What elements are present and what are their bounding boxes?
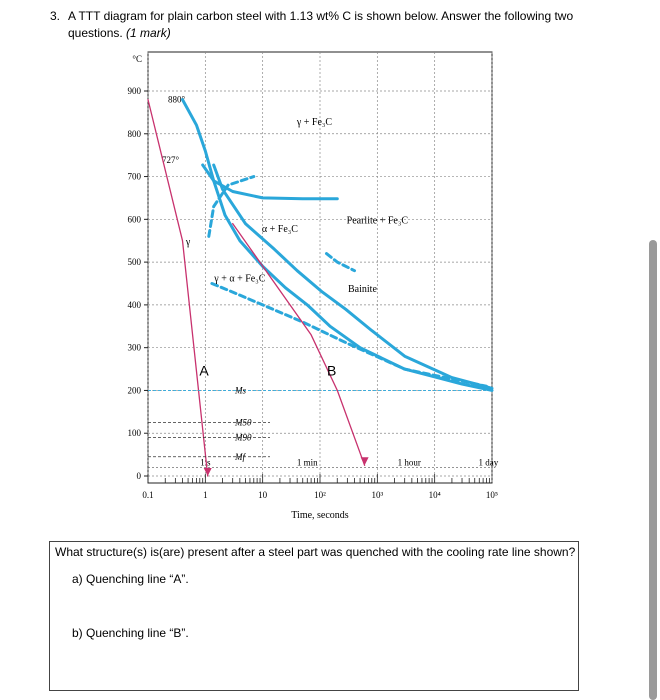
region-label: γ + Fe₃C xyxy=(296,117,333,129)
x-tick-label: 10² xyxy=(314,490,326,500)
question-line-1: A TTT diagram for plain carbon steel with 1.13 wt% C is shown below. Answer the following two xyxy=(68,9,574,23)
y-tick-label: 900 xyxy=(127,86,141,96)
question-marks: (1 mark) xyxy=(126,26,171,40)
answer-part-a: a) Quenching line “A”. xyxy=(72,572,189,586)
y-tick-label: 600 xyxy=(127,214,141,225)
answer-box xyxy=(49,541,579,691)
y-tick-label: 400 xyxy=(127,299,141,310)
martensite-label: M50 xyxy=(235,417,252,428)
quench-line-label: B xyxy=(327,362,337,379)
time-marker-label: 1 s xyxy=(200,457,211,468)
martensite-label: Ms xyxy=(235,385,246,396)
scrollbar-thumb[interactable] xyxy=(649,240,657,700)
arrowhead-quench_A xyxy=(204,468,212,476)
x-tick-label: 10⁴ xyxy=(428,490,441,500)
x-tick-label: 10⁵ xyxy=(485,490,499,500)
region-label: Pearlite + Fe₃C xyxy=(346,215,409,227)
time-marker-label: 1 min xyxy=(296,457,318,468)
y-tick-label: 300 xyxy=(127,342,141,353)
reference-temp-label: 880° xyxy=(168,94,186,105)
question-line-2: questions. xyxy=(68,26,123,40)
region-label: Bainite xyxy=(348,284,377,296)
x-tick-label: 10 xyxy=(258,490,268,500)
reference-temp-label: 727° xyxy=(162,155,180,166)
quench-line-label: A xyxy=(199,362,209,379)
y-tick-label: 800 xyxy=(127,128,141,139)
answer-part-b: b) Quenching line “B”. xyxy=(72,626,189,640)
y-tick-label: 200 xyxy=(127,385,141,396)
series-start_of_transformation xyxy=(183,100,493,391)
y-tick-label: 0 xyxy=(136,471,141,481)
answer-prompt: What structure(s) is(are) present after a steel part was quenched with the cooling rate line shown? xyxy=(55,545,576,559)
series-quench_B xyxy=(233,224,365,466)
martensite-label: Mf xyxy=(235,451,245,462)
region-label: γ xyxy=(185,237,191,248)
series-cementite_end_curve xyxy=(212,284,487,387)
arrowhead-quench_B xyxy=(361,457,369,465)
martensite-label: M90 xyxy=(235,432,252,443)
time-marker-label: 1 hour xyxy=(397,457,421,468)
x-tick-label: 10³ xyxy=(371,490,384,500)
region-label: γ + α + Fe₃C xyxy=(214,273,266,285)
region-label: α + Fe₃C xyxy=(261,224,298,236)
question-number: 3. xyxy=(50,9,61,23)
y-tick-label: 100 xyxy=(127,428,141,439)
x-axis-label: Time, seconds xyxy=(291,510,349,521)
x-tick-label: 0.1 xyxy=(142,490,154,500)
y-axis-unit: °C xyxy=(132,54,142,64)
time-marker-label: 1 day xyxy=(478,457,499,468)
x-tick-label: 1 xyxy=(203,490,208,500)
y-tick-label: 500 xyxy=(127,257,141,268)
y-tick-label: 700 xyxy=(127,171,141,182)
